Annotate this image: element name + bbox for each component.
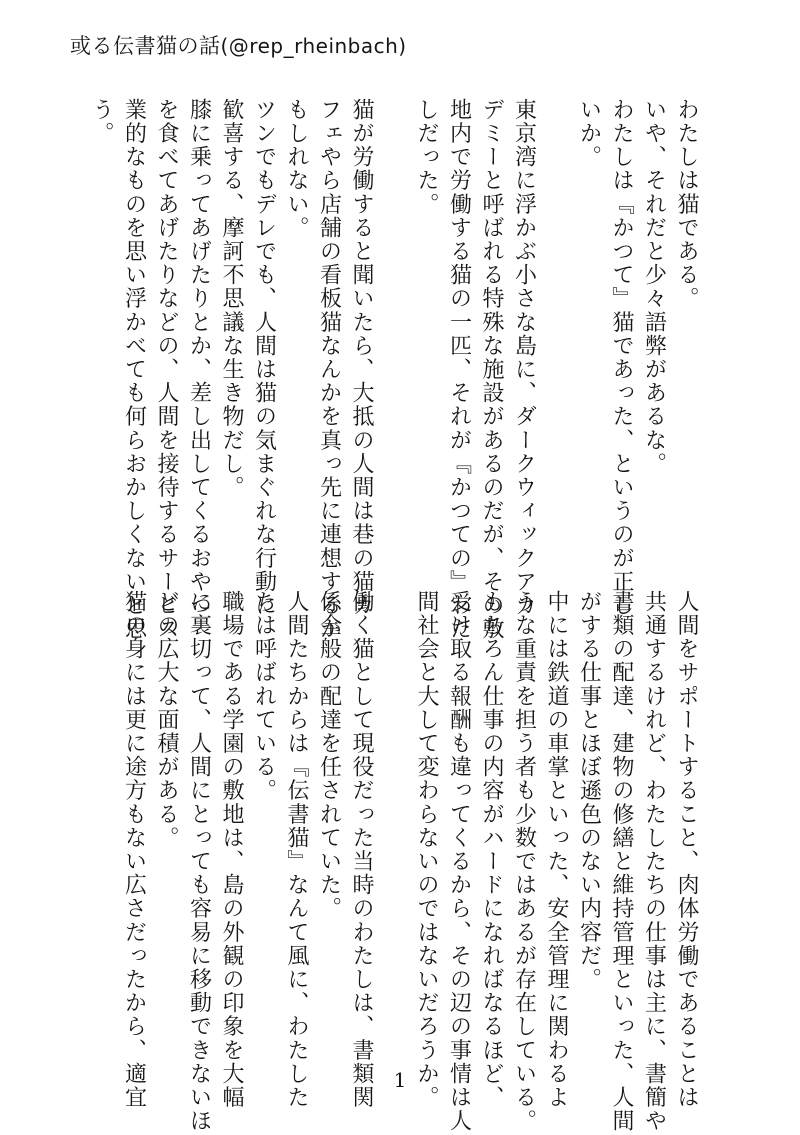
text-column: いか。 xyxy=(576,98,602,169)
text-column: 東京湾に浮かぶ小さな島に、ダークウィックアカ xyxy=(511,98,537,618)
text-column: 歓喜する、摩訶不思議な生き物だし。 xyxy=(219,98,244,500)
text-column: に裏切って、人間にとっても容易に移動できないほ xyxy=(186,590,212,1133)
text-column: 書類の配達、建物の修繕と維持管理といった、人間 xyxy=(609,590,634,1133)
text-block-bottom xyxy=(82,590,702,1133)
page-header xyxy=(70,30,407,60)
text-column: もしれない。 xyxy=(284,98,309,240)
page-number: 1 xyxy=(393,1068,407,1092)
text-column: 共通するけれど、わたしたちの仕事は主に、書簡や xyxy=(641,590,667,1133)
text-column: を食べてあげたりなどの、人間を接待するサービス xyxy=(154,98,179,641)
text-column: ツンでもデレでも、人間は猫の気まぐれな行動に xyxy=(251,98,277,618)
text-column: 人間をサポートすること、肉体労働であることは xyxy=(674,590,699,1110)
text-column: 受け取る報酬も違ってくるから、その辺の事情は人 xyxy=(446,590,472,1133)
text-column: どの広大な面積がある。 xyxy=(154,590,179,850)
text-column: わたしは猫である。 xyxy=(674,98,699,311)
text-column: 働く猫として現役だった当時のわたしは、書類関 xyxy=(349,590,374,1110)
text-column: 地内で労働する猫の一匹、それが『かつての』わた xyxy=(446,98,472,641)
text-column: デミーと呼ばれる特殊な施設があるのだが、その敷 xyxy=(479,98,504,641)
author-handle: (@rep_rheinbach) xyxy=(220,34,407,58)
text-column: 膝に乗ってあげたりとか、差し出してくるおやつ xyxy=(186,98,212,618)
text-column: 業的なものを思い浮かべても何らおかしくないと思 xyxy=(121,98,147,641)
text-column: がする仕事とほぼ遜色のない内容だ。 xyxy=(576,590,602,992)
text-column: いや、それだと少々語弊があるな。 xyxy=(641,98,667,476)
text-column: 人間たちからは『伝書猫』なんて風に、わたした xyxy=(284,590,309,1110)
text-column: 猫の身には更に途方もない広さだったから、適宜 xyxy=(121,590,147,1110)
text-column: しだった。 xyxy=(414,98,439,216)
text-column: うな重責を担う者も少数ではあるが存在している。 xyxy=(511,590,537,1133)
text-column: 中には鉄道の車掌といった、安全管理に関わるよ xyxy=(544,590,569,1110)
text-column: 職場である学園の敷地は、島の外観の印象を大幅 xyxy=(219,590,244,1110)
text-column: 猫が労働すると聞いたら、大抵の人間は巷の猫カ xyxy=(349,98,374,618)
text-column: ちは呼ばれている。 xyxy=(251,590,277,803)
text-block-top xyxy=(82,98,702,641)
text-column: 係全般の配達を任されていた。 xyxy=(316,590,342,921)
text-column: う。 xyxy=(89,98,114,146)
text-column: 間社会と大して変わらないのではないだろうか。 xyxy=(414,590,439,1110)
text-column: もちろん仕事の内容がハードになればなるほど、 xyxy=(479,590,504,1110)
text-column: フェやら店舗の看板猫なんかを真っ先に連想するか xyxy=(316,98,342,641)
text-column: わたしは『かつて』猫であった、というのが正し xyxy=(609,98,634,618)
story-title: 或る伝書猫の話 xyxy=(70,34,221,58)
